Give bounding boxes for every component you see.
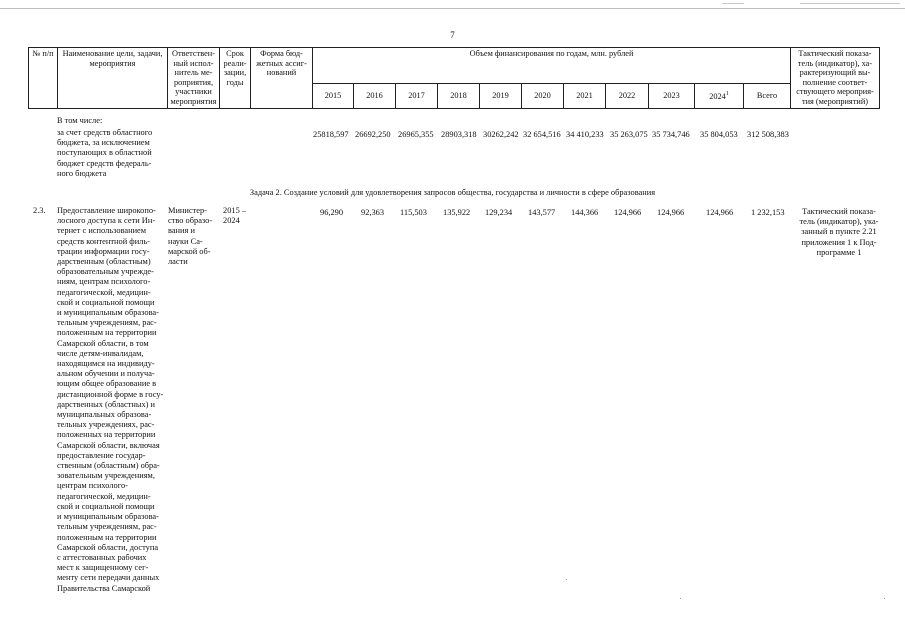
header-col-term: Срок реали-зации, годы (220, 48, 251, 109)
task-heading: Задача 2. Создание условий для удовлетворения запросов общества, государства и личности в сфере образования (249, 188, 656, 197)
row-amount-2021: 144,366 (571, 208, 599, 217)
scan-speck (680, 598, 681, 599)
amount-2023: 35 734,746 (652, 130, 690, 139)
row-number: 2.3. (33, 206, 46, 215)
header-col-indicator: Тактический показа-тель (индикатор), ха-рактеризующий вы-полнение соответ-ствующего мероприя-тия (мероприятий) (791, 48, 880, 109)
header-table (28, 47, 880, 109)
page-top-rule (0, 8, 905, 9)
row-term: 2015 – 2024 (223, 206, 247, 226)
row-amount-total: 1 232,153 (751, 208, 785, 217)
row-amount-2015: 96,290 (320, 208, 344, 217)
row-amount-2017: 115,503 (400, 208, 427, 217)
header-year: 2017 (396, 84, 438, 109)
scan-speck (566, 579, 567, 580)
header-col-num: № п/п (29, 48, 58, 109)
header-year: 2018 (438, 84, 480, 109)
header-col-responsible: Ответствен-ный испол-нитель ме-роприятия, участники мероприятия (168, 48, 220, 109)
row-amount-2023: 124,966 (657, 208, 685, 217)
header-col-name: Наименование цели, задачи, мероприятия (58, 48, 168, 109)
row-amount-2024: 124,966 (706, 208, 734, 217)
amount-2020: 32 654,516 (523, 130, 561, 139)
header-year: 2016 (354, 84, 396, 109)
header-year: 2021 (564, 84, 606, 109)
row-indicator: Тактический показа- тель (индикатор), ука- занный в пункте 2.21 приложения 1 к Под- программе 1 (799, 207, 879, 257)
header-year: 2020 (522, 84, 564, 109)
header-year: 2019 (480, 84, 522, 109)
row-amount-2018: 135,922 (443, 208, 471, 217)
scan-mark (800, 3, 900, 4)
amount-2015: 25818,597 (313, 130, 349, 139)
header-year: 2015 (313, 84, 354, 109)
header-total: Всего (744, 84, 791, 109)
scan-mark (722, 3, 744, 4)
header-year-2024: 2024$^1$ (695, 84, 744, 109)
amount-total: 312 508,383 (747, 130, 789, 139)
label-funding-source: за счет средств областного бюджета, за исключением поступающих в областной бюджет средств федераль- ного бюджета (57, 128, 153, 178)
amount-2016: 26692,250 (355, 130, 391, 139)
amount-2017: 26965,355 (398, 130, 434, 139)
amount-2021: 34 410,233 (566, 130, 604, 139)
header-col-finance: Объем финансирования по годам, млн. рублей (313, 48, 791, 84)
amount-2019: 30262,242 (483, 130, 519, 139)
row-activity-name: Предоставление широкопо- лосного доступа к сети Ин- тернет с использованием средств контентной филь- трации информации госу- дарственным (областным) образовательным учрежде- ниям, центрам психолого- педагогической, медицин- ской и социальной помощи и муниципальным образова- тельным учреждениям, рас- положенным на территории Самарской области, в том числе детям-инвалидам, находящимся на индивиду- альном обучении и получа- ющим общее образование в дистанционной форме в госу- дарственных (областных) и муниципальных образова- тельных учреждениях, рас- положенных на территории Самарской области, включая предоставление государ- ственным (областным) обра- зовательным учреждениям, центрам психолого- педагогической, медицин- ской и социальной помощи и муниципальным образова- тельным учреждениям, рас- положенным на территории Самарской области, доступа с аттестованных рабочих мест к защищенному сег- менту сети передачи данных Правительства Самарской (57, 206, 164, 593)
amount-2024: 35 804,053 (700, 130, 738, 139)
row-amount-2016: 92,363 (361, 208, 385, 217)
row-amount-2022: 124,966 (614, 208, 642, 217)
header-year: 2023 (649, 84, 695, 109)
label-including: В том числе: (57, 116, 103, 125)
page-number: 7 (450, 30, 455, 40)
row-amount-2019: 129,234 (485, 208, 513, 217)
scan-speck (884, 598, 885, 599)
amount-2022: 35 263,075 (610, 130, 648, 139)
row-responsible: Министер- ство образо- вания и науки Са- марской об- ласти (168, 206, 213, 267)
amount-2018: 28903,318 (441, 130, 477, 139)
header-col-budget-form: Форма бюд-жетных ассиг-нований (251, 48, 313, 109)
header-year: 2022 (606, 84, 649, 109)
row-amount-2020: 143,577 (528, 208, 556, 217)
